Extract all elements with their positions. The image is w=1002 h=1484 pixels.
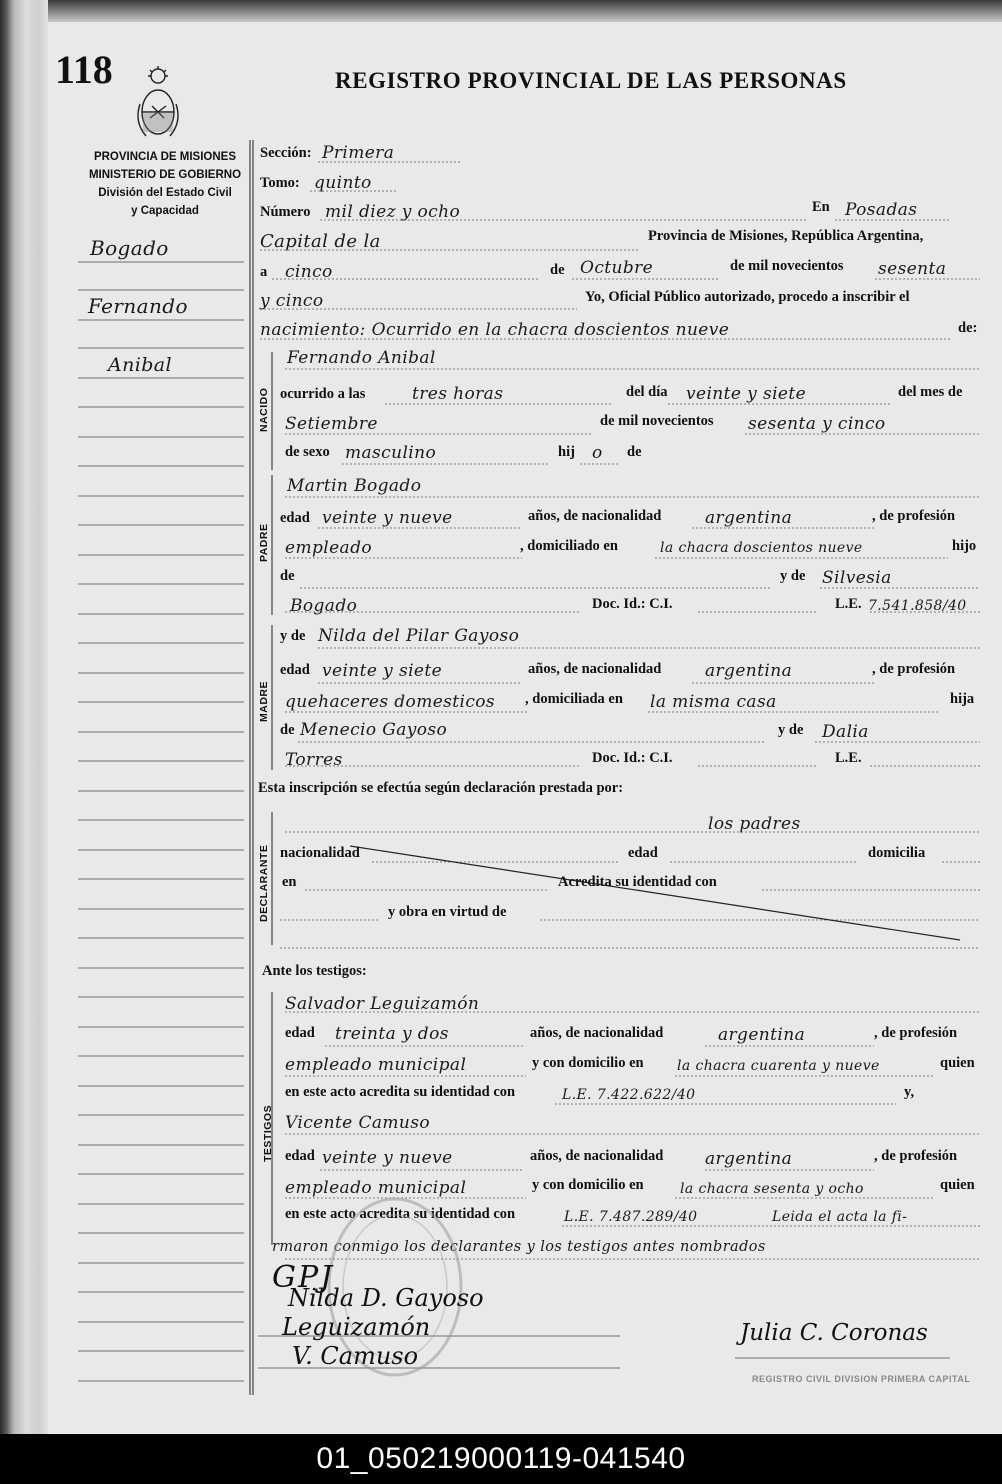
a-label: a [260,264,268,280]
hij-label: hij [558,444,575,460]
de-colon-label: de: [958,320,978,336]
testigo2-id: L.E. 7.487.289/40 [564,1209,698,1225]
declarante-intro: Esta inscripción se efectúa según declaración prestada por: [258,780,624,796]
testigos-intro: Ante los testigos: [262,963,367,979]
declarante-dom-label: domicilia [868,845,926,861]
madre-edad: veinte y siete [322,661,443,681]
declarante-nombre: los padres [708,814,801,834]
stamp-text: REGISTRO CIVIL DIVISION PRIMERA CAPITAL [752,1374,971,1384]
de-label: de [550,262,565,278]
testigo2-nac-label: años, de nacionalidad [530,1148,664,1164]
office-line-ministry: MINISTERIO DE GOBIERNO [88,169,242,181]
madre-edad-label: edad [280,662,310,678]
testigo1-nombre: Salvador Leguizamón [285,994,480,1014]
nacido-section-label: NACIDO [258,387,270,432]
seccion-value: Primera [322,143,395,163]
signature-3: Leguizamón [282,1313,431,1341]
numero-value: mil diez y ocho [325,202,461,222]
testigo2-dom-label: y con domicilio en [532,1177,644,1193]
anio-registro-value: sesenta [878,259,947,279]
testigo1-nacionalidad: argentina [718,1025,806,1045]
oficial-text: Yo, Oficial Público autorizado, procedo a inscribir el [585,289,910,305]
testigo1-prof-label: , de profesión [874,1025,958,1041]
office-line-capacity: y Capacidad [131,205,199,217]
tomo-label: Tomo: [260,175,300,191]
testigos-section-label: TESTIGOS [262,1104,274,1162]
padre-hijo-label: hijo [952,538,977,554]
madre-profesion: quehaceres domesticos [285,692,496,712]
padre-nombre: Martin Bogado [287,476,422,496]
declarante-virtud-label: y obra en virtud de [388,904,507,920]
padre-nac-label: años, de nacionalidad [528,508,662,524]
mes-registro-value: Octubre [580,258,654,278]
madre-padre-nombre: Menecio Gayoso [300,720,448,740]
del-dia-label: del día [626,384,668,400]
hij-suffix: o [592,443,603,463]
testigo1-nac-label: años, de nacionalidad [530,1025,664,1041]
signature-2: Nilda D. Gayoso [288,1284,484,1312]
office-block [80,148,250,220]
margin-surname: Bogado [90,236,169,260]
testigo1-profesion: empleado municipal [285,1055,467,1075]
testigo1-quien-label: quien [940,1055,975,1071]
del-mes-label: del mes de [898,384,963,400]
madre-doc-label: Doc. Id.: C.I. [592,750,673,766]
madre-dom-label: , domiciliada en [525,691,623,707]
padre-edad-label: edad [280,510,310,526]
signature-oficial: Julia C. Coronas [740,1320,928,1346]
closing-line-1: Leida el acta la fi- [772,1209,908,1225]
madre-le-label: L.E. [835,750,862,766]
signature-1: GPJ [272,1260,335,1295]
nacido-anio-value: sesenta y cinco [748,414,886,434]
testigo1-edad-label: edad [285,1025,315,1041]
testigo2-profesion: empleado municipal [285,1178,467,1198]
acto-value: nacimiento: Ocurrido en la chacra doscientos nueve [260,320,730,340]
office-line-division: División del Estado Civil [98,187,232,199]
madre-domicilio: la misma casa [650,692,777,712]
padre-edad: veinte y nueve [322,508,453,528]
padre-doc-label: Doc. Id.: C.I. [592,596,673,612]
madre-madre-nombre: Dalia [822,722,869,742]
padre-profesion: empleado [285,538,373,558]
nacido-nombre: Fernando Anibal [287,348,436,368]
margin-second-name: Anibal [108,354,173,376]
madre-y-de-label: y de [280,628,306,644]
office-line-province: PROVINCIA DE MISIONES [93,151,237,163]
testigo2-nacionalidad: argentina [705,1149,793,1169]
anio-registro-cont: y cinco [260,291,324,311]
testigo1-acredita-label: en este acto acredita su identidad con [285,1084,516,1100]
madre-y-de-label-2: y de [778,722,804,738]
testigo2-quien-label: quien [940,1177,975,1193]
madre-section-label: MADRE [258,681,270,722]
padre-domicilio: la chacra doscientos nueve [660,540,863,556]
anio-text: de mil novecientos [730,258,844,274]
madre-de-label: de [280,722,295,738]
coat-of-arms-icon [136,66,180,142]
tomo-value: quinto [314,173,372,193]
madre-nombre: Nilda del Pilar Gayoso [318,626,520,646]
margin-first-name: Fernando [88,294,188,318]
testigo1-id: L.E. 7.422.622/40 [562,1087,696,1103]
dia-value: veinte y siete [686,384,807,404]
padre-y-de-label: y de [780,568,806,584]
testigo1-dom-label: y con domicilio en [532,1055,644,1071]
seccion-label: Sección: [260,145,312,161]
testigo2-prof-label: , de profesión [874,1148,958,1164]
declarante-edad-label: edad [628,845,658,861]
sexo-label: de sexo [285,444,330,460]
padre-dom-label: , domiciliado en [520,538,618,554]
testigo1-edad: treinta y dos [335,1024,449,1044]
mes-value: Setiembre [285,414,378,434]
sexo-value: masculino [345,443,437,463]
dia-registro-value: cinco [285,262,333,282]
padre-de-label: de [280,568,295,584]
numero-label: Número [260,204,311,220]
signature-4: V. Camuso [292,1342,419,1370]
madre-madre-nombre-cont: Torres [285,750,343,770]
provincia-text: Provincia de Misiones, República Argentina, [648,228,924,244]
ocurrido-label: ocurrido a las [280,386,366,402]
madre-prof-label: , de profesión [872,661,956,677]
declarante-en-label: en [282,874,297,890]
declarante-acredita-label: Acredita su identidad con [558,874,717,890]
hora-value: tres horas [412,384,504,404]
padre-prof-label: , de profesión [872,508,956,524]
padre-madre-nombre: Silvesia [822,568,892,588]
declarante-nac-label: nacionalidad [280,845,360,861]
en-label: En [812,199,830,215]
padre-le-value: 7.541.858/40 [868,598,967,614]
page-number: 118 [55,47,113,92]
testigo1-y-label: y, [904,1084,915,1100]
nacido-anio-label: de mil novecientos [600,413,714,429]
padre-madre-nombre-cont: Bogado [290,596,358,616]
register-title: REGISTRO PROVINCIAL DE LAS PERSONAS [335,68,847,93]
padre-section-label: PADRE [258,523,270,562]
padre-le-label: L.E. [835,596,862,612]
testigo2-domicilio: la chacra sesenta y ocho [680,1181,864,1197]
declarante-section-label: DECLARANTE [258,844,270,922]
lugar-cont-value: Capital de la [260,231,381,252]
closing-line-2: rmaron conmigo los declarantes y los testigos antes nombrados [272,1239,766,1255]
nacido-de-label: de [627,444,642,460]
archive-id: 01_050219000119-041540 [0,1434,1002,1484]
testigo2-nombre: Vicente Camuso [285,1113,431,1133]
madre-nacionalidad: argentina [705,661,793,681]
padre-nacionalidad: argentina [705,508,793,528]
testigo2-acredita-label: en este acto acredita su identidad con [285,1206,516,1222]
madre-hija-label: hija [950,691,975,707]
testigo2-edad: veinte y nueve [322,1148,453,1168]
madre-nac-label: años, de nacionalidad [528,661,662,677]
testigo2-edad-label: edad [285,1148,315,1164]
testigo1-domicilio: la chacra cuarenta y nueve [677,1058,880,1074]
lugar-value: Posadas [845,200,918,220]
